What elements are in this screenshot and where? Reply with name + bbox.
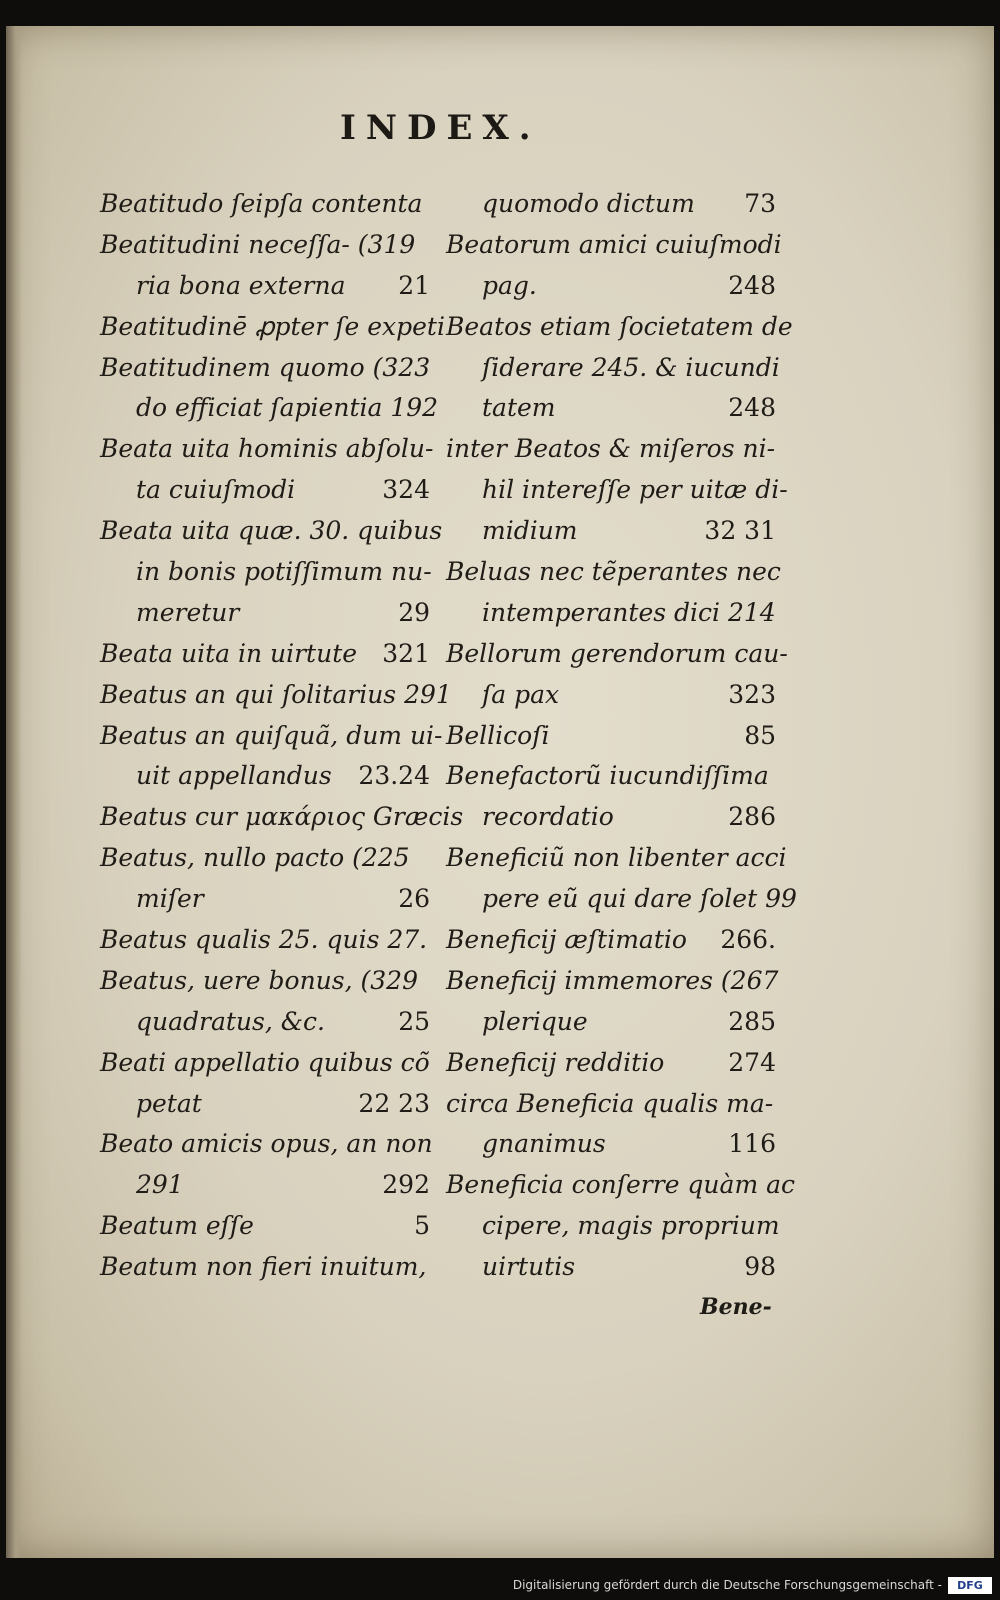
index-entry-page-number: 26	[398, 884, 430, 914]
index-entry	[446, 634, 788, 675]
index-entry-page-number: 29	[398, 597, 430, 627]
dfg-logo: DFG	[948, 1577, 992, 1594]
index-entry-text: pere eũ qui dare ſolet 99	[482, 884, 797, 914]
index-entry	[446, 184, 776, 225]
index-entry-text: uirtutis	[482, 1252, 576, 1282]
index-entry-page-number: 73	[744, 189, 776, 218]
index-entry	[100, 920, 430, 961]
index-entry-text: in bonis potiſſimum nu-	[136, 557, 432, 587]
index-entry	[446, 388, 776, 429]
index-entry-text: pag.	[482, 270, 537, 300]
index-entry	[446, 511, 776, 552]
index-entry	[100, 225, 430, 266]
index-entry-text: ſa pax	[482, 679, 560, 709]
index-entry-text: Beneficia conſerre quàm ac	[446, 1170, 795, 1200]
index-entry-text: Beatitudinē ꝓpter ſe expeti	[100, 311, 445, 341]
index-entry-text: Beata uita in uirtute	[100, 638, 358, 668]
index-entry	[100, 266, 430, 307]
index-entry	[100, 552, 430, 593]
index-entry-text: Beatorum amici cuiuſmodi	[446, 229, 782, 259]
index-entry-text: quadratus, &c.	[136, 1006, 325, 1036]
index-entry-text: hil intereſſe per uitæ di-	[482, 475, 788, 505]
index-entry-text: Beatos etiam ſocietatem de	[446, 311, 793, 341]
index-entry	[446, 675, 776, 716]
index-entry	[446, 593, 776, 634]
index-entry-text: Beatitudinem quomo (323	[100, 352, 431, 382]
index-entry-page-number: 286	[728, 802, 776, 832]
index-entry-page-number: 116	[728, 1129, 776, 1159]
index-entry-text: meretur	[136, 597, 240, 627]
index-entry	[100, 388, 439, 429]
index-entry-text: Beatus an qui ſolitarius 291	[100, 679, 452, 709]
index-entry	[100, 1084, 430, 1125]
index-entry-text: Benefactorũ iucundiſſima	[446, 761, 769, 791]
index-entry	[100, 348, 430, 389]
index-entry	[100, 1124, 433, 1165]
index-entry	[100, 879, 430, 920]
index-entry-text: plerique	[482, 1006, 588, 1036]
index-entry	[446, 266, 776, 307]
index-entry	[100, 675, 452, 716]
index-entry-text: Beneficiũ non libenter acci	[446, 843, 787, 873]
index-entry-page-number: 274	[728, 1047, 776, 1077]
index-entry-text: 291	[136, 1170, 184, 1200]
index-entry-page-number: 85	[744, 720, 776, 750]
index-entry-text: uit appellandus	[136, 761, 332, 791]
index-entry	[100, 429, 434, 470]
footer-credit: Digitalisierung gefördert durch die Deutsche Forschungsgemeinschaft -	[512, 1578, 942, 1592]
page-header-title: INDEX.	[340, 108, 541, 148]
index-entry-page-number: 21	[398, 270, 430, 300]
index-entry-text: Beatitudo ſeipſa contenta	[100, 189, 423, 218]
index-entry	[100, 1206, 430, 1247]
index-entry-page-number: 5	[414, 1211, 430, 1241]
index-entry	[446, 1247, 776, 1288]
index-entry-text: quomodo dictum	[482, 189, 695, 218]
index-entry	[446, 838, 787, 879]
index-entry-page-number: 98	[744, 1252, 776, 1282]
index-column-right	[446, 184, 797, 1288]
index-entry	[446, 1084, 776, 1125]
index-entry	[446, 879, 797, 920]
index-entry-text: ria bona externa	[136, 270, 346, 300]
index-entry-text: Bellorum gerendorum cau-	[446, 638, 788, 668]
index-entry-text: Beatum non fieri inuitum,	[100, 1252, 427, 1282]
index-entry-text: Beatum eſſe	[100, 1211, 254, 1241]
index-entry	[446, 429, 776, 470]
index-entry-page-number: 324	[382, 475, 430, 505]
index-entry	[446, 470, 788, 511]
index-entry-text: Bellicoſi	[446, 720, 550, 750]
index-entry-text: Beati appellatio quibus cõ	[100, 1047, 430, 1077]
index-entry-text: Beneficij immemores (267	[446, 965, 779, 995]
index-entry-text: ſiderare 245. & iucundi	[482, 352, 780, 382]
catchword: Bene-	[700, 1294, 772, 1320]
index-entry	[446, 920, 776, 961]
index-entry-text: miſer	[136, 884, 204, 914]
index-entry-text: Beatitudini neceſſa- (319	[100, 229, 416, 259]
index-entry-text: Beatus cur μακάριος Græcis	[100, 802, 464, 832]
index-entry	[100, 184, 430, 225]
index-entry	[446, 348, 780, 389]
index-entry-text: ta cuiuſmodi	[136, 475, 296, 505]
index-entry	[100, 307, 445, 348]
index-entry-text: Beatus, uere bonus, (329	[100, 965, 418, 995]
index-entry	[100, 838, 430, 879]
index-entry	[446, 1124, 776, 1165]
index-entry	[446, 225, 782, 266]
index-entry-text: Beatus, nullo pacto (225	[100, 843, 410, 873]
index-entry	[446, 1043, 776, 1084]
index-entry-text: Beneficij redditio	[446, 1047, 665, 1077]
index-entry	[446, 552, 781, 593]
index-entry-text: cipere, magis proprium	[482, 1211, 780, 1241]
index-entry-page-number: 248	[728, 393, 776, 423]
index-entry	[446, 756, 776, 797]
index-entry-page-number: 22 23	[358, 1088, 430, 1118]
index-entry-page-number: 248	[728, 270, 776, 300]
footer-bar	[0, 1574, 1000, 1600]
index-entry-text: recordatio	[482, 802, 614, 832]
index-entry	[100, 756, 430, 797]
index-entry	[446, 307, 793, 348]
index-entry	[100, 1247, 430, 1288]
index-entry	[446, 797, 776, 838]
index-entry	[446, 961, 779, 1002]
index-entry-page-number: 266.	[720, 925, 776, 955]
index-entry-text: Beata uita quæ. 30. quibus	[100, 516, 443, 546]
index-entry	[100, 1043, 430, 1084]
index-entry-text: Beatus qualis 25. quis 27.	[100, 925, 428, 955]
index-entry-text: midium	[482, 516, 578, 546]
index-entry-page-number: 321	[382, 638, 430, 668]
index-entry	[446, 1002, 776, 1043]
index-column-left	[100, 184, 464, 1288]
index-entry-text: Beata uita hominis abſolu-	[100, 434, 434, 464]
index-entry-text: Beluas nec tẽperantes nec	[446, 557, 781, 587]
index-entry-text: inter Beatos & miſeros ni-	[446, 434, 776, 464]
index-entry	[100, 1002, 430, 1043]
index-entry-text: do efficiat ſapientia 192	[136, 393, 439, 423]
index-entry	[100, 1165, 430, 1206]
index-entry-page-number: 285	[728, 1006, 776, 1036]
index-entry	[100, 470, 430, 511]
index-entry-page-number: 32 31	[704, 516, 776, 546]
index-entry-page-number: 323	[728, 679, 776, 709]
index-entry	[100, 634, 430, 675]
index-entry-page-number: 23.24	[358, 761, 430, 791]
index-entry	[446, 1206, 780, 1247]
index-entry-text: tatem	[482, 393, 556, 423]
index-entry-text: circa Beneficia qualis ma-	[446, 1088, 774, 1118]
index-entry	[100, 593, 430, 634]
index-entry-text: intemperantes dici 214	[482, 597, 776, 627]
index-entry-text: petat	[136, 1088, 202, 1118]
index-entry-text: Beatus an quiſquã, dum ui-	[100, 720, 443, 750]
index-entry-text: gnanimus	[482, 1129, 606, 1159]
index-entry	[100, 511, 443, 552]
index-entry	[446, 716, 776, 757]
index-entry	[100, 961, 430, 1002]
index-entry-text: Beato amicis opus, an non	[100, 1129, 433, 1159]
index-entry-page-number: 25	[398, 1006, 430, 1036]
index-entry-text: Beneficij æſtimatio	[446, 925, 687, 955]
index-entry-page-number: 292	[382, 1170, 430, 1200]
page-gutter-shadow	[6, 26, 22, 1558]
index-entry	[446, 1165, 795, 1206]
index-entry	[100, 716, 443, 757]
index-entry	[100, 797, 464, 838]
